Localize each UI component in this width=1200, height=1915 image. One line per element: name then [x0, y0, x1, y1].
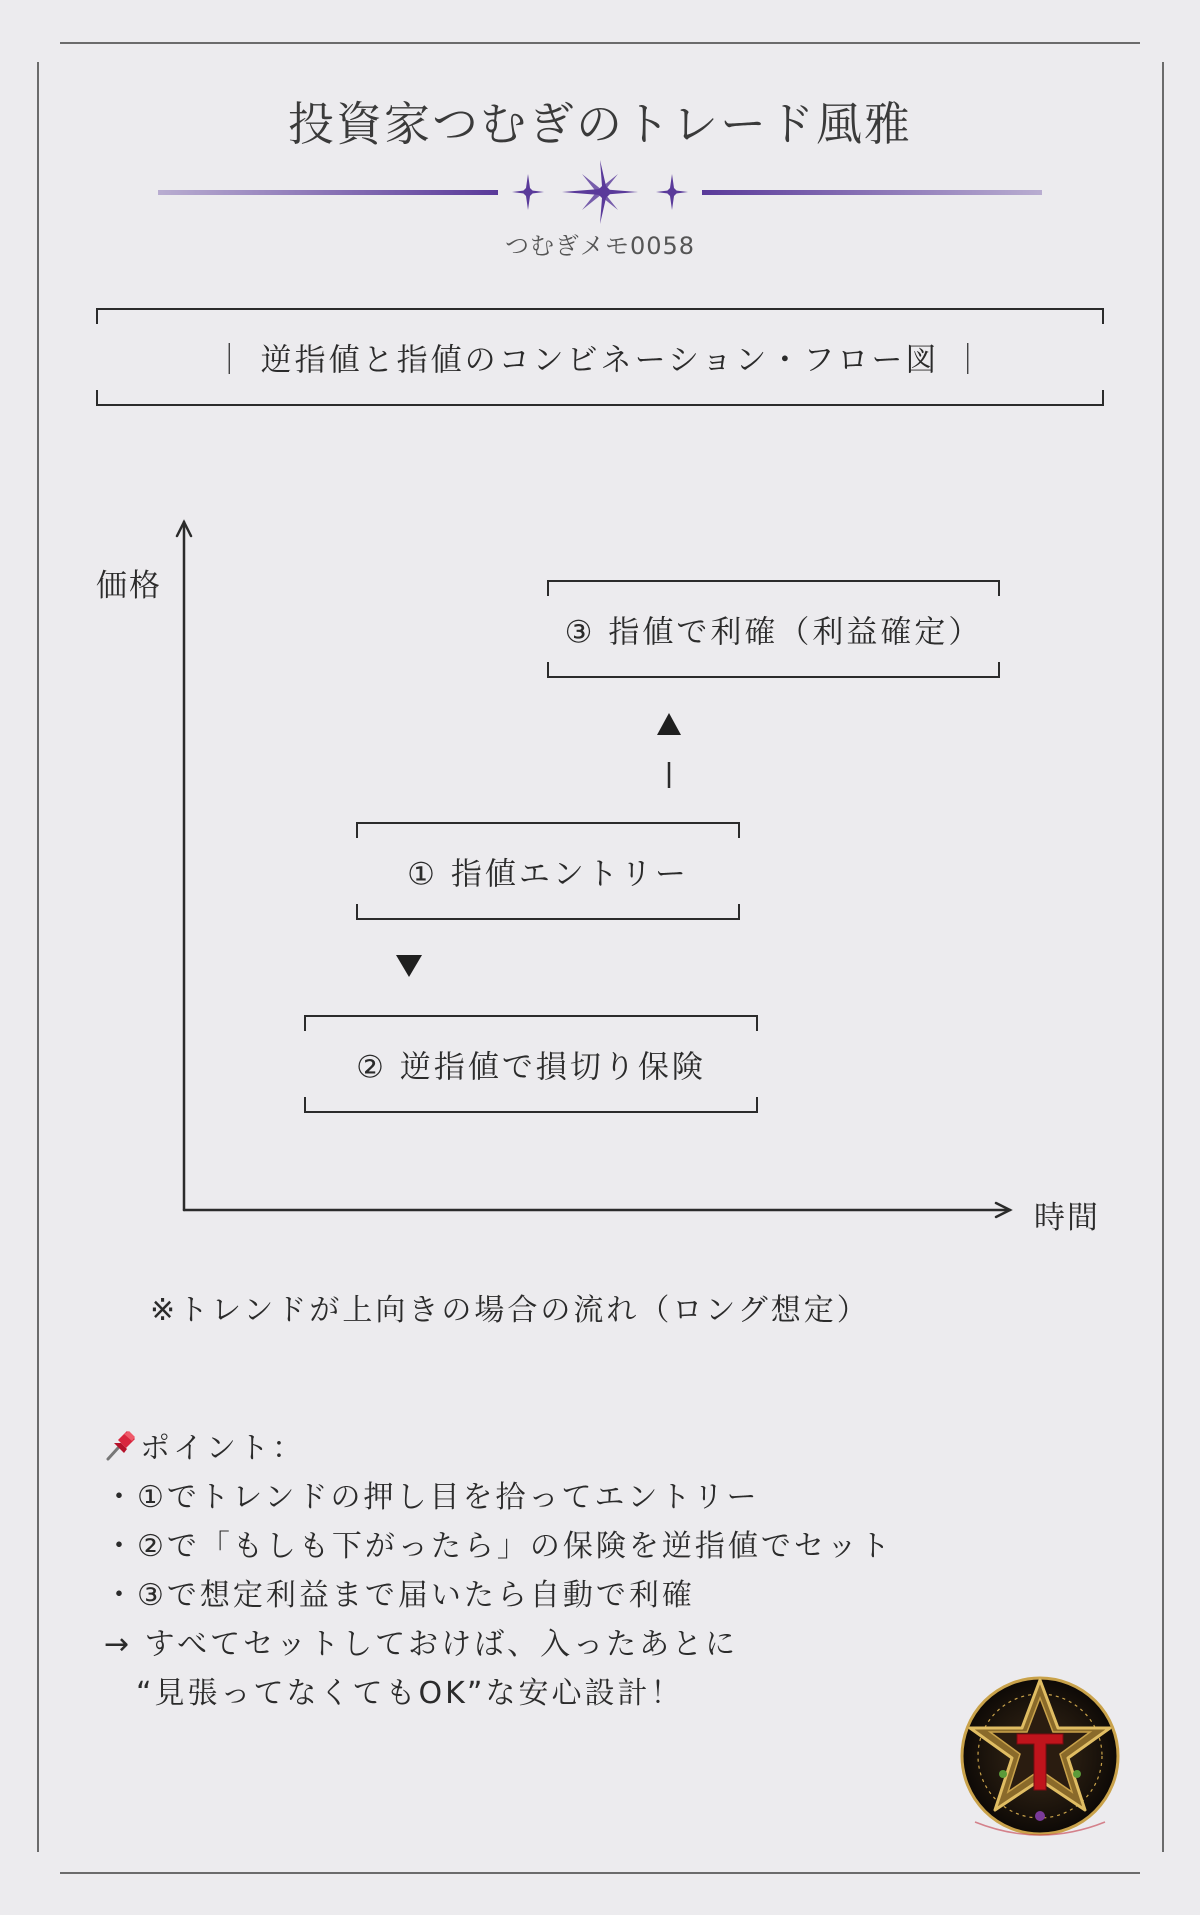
page-title: 投資家つむぎのトレード風雅 — [288, 97, 912, 151]
y-axis-label: 価格 — [96, 568, 162, 604]
bracket-top — [356, 822, 740, 838]
bracket-bottom — [547, 662, 1000, 678]
x-axis-label: 時間 — [1034, 1200, 1100, 1236]
bracket-top — [304, 1015, 758, 1031]
star-emblem-logo — [955, 1670, 1125, 1840]
arrow-up-icon — [657, 713, 681, 788]
point-item: ・②で「もしも下がったら」の保険を逆指値でセット — [104, 1529, 893, 1564]
step-take-profit-box — [547, 580, 1000, 678]
points-section — [104, 1424, 893, 1718]
step-entry-box — [356, 822, 740, 920]
step-take-profit-label: ③ 指値で利確（利益確定） — [564, 614, 983, 651]
x-axis — [184, 1203, 1010, 1217]
diagram-title: ｜ 逆指値と指値のコンビネーション・フロー図 ｜ — [213, 342, 987, 379]
conclusion-line-1: → すべてセットしておけば、入ったあとに — [104, 1627, 739, 1662]
points-heading-row — [104, 1424, 893, 1473]
point-item: ・①でトレンドの押し目を拾ってエントリー — [104, 1480, 760, 1515]
trend-note: ※トレンドが上向きの場合の流れ（ロング想定） — [150, 1293, 870, 1328]
step-entry-label: ① 指値エントリー — [407, 856, 689, 893]
memo-number: つむぎメモ0058 — [504, 232, 696, 260]
pushpin-icon — [104, 1428, 138, 1462]
y-axis — [177, 522, 191, 1210]
step-stop-loss-label: ② 逆指値で損切り保険 — [356, 1049, 706, 1086]
arrow-down-icon — [396, 955, 422, 977]
bracket-top — [547, 580, 1000, 596]
point-item: ・③で想定利益まで届いたら自動で利確 — [104, 1578, 695, 1613]
bracket-bottom — [356, 904, 740, 920]
points-heading: ポイント： — [140, 1431, 305, 1466]
step-stop-loss-box — [304, 1015, 758, 1113]
bracket-bottom — [304, 1097, 758, 1113]
conclusion-line-2: “見張ってなくてもOK”な安心設計！ — [136, 1676, 684, 1711]
